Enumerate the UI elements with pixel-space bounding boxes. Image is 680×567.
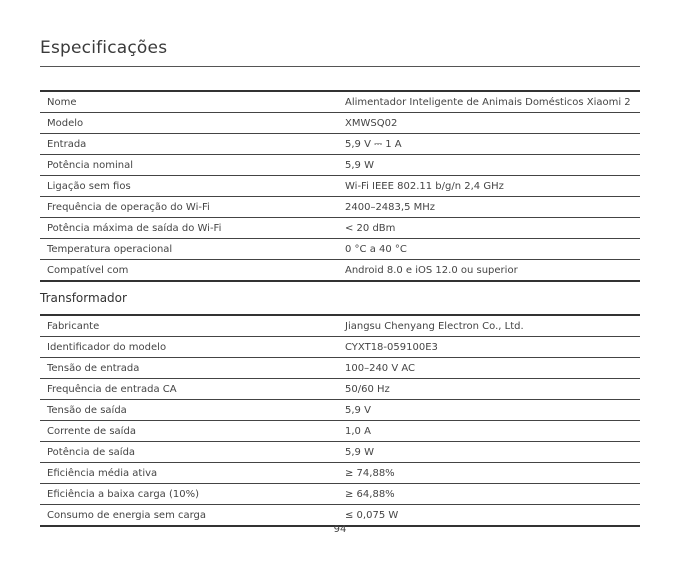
table-row xyxy=(40,463,640,484)
table-row xyxy=(40,134,640,155)
table-row xyxy=(40,505,640,527)
spec-label: Potência máxima de saída do Wi-Fi xyxy=(40,218,338,239)
table-row xyxy=(40,400,640,421)
table-row xyxy=(40,379,640,400)
spec-label: Eficiência a baixa carga (10%) xyxy=(40,484,338,505)
page-title: Especificações xyxy=(40,38,168,58)
spec-label: Frequência de operação do Wi-Fi xyxy=(40,197,338,218)
spec-value: 1,0 A xyxy=(338,421,640,442)
spec-label: Potência de saída xyxy=(40,442,338,463)
spec-value: 100–240 V AC xyxy=(338,358,640,379)
spec-value: ≥ 74,88% xyxy=(338,463,640,484)
table-row xyxy=(40,442,640,463)
spec-label: Identificador do modelo xyxy=(40,337,338,358)
specifications-table xyxy=(40,90,640,282)
spec-label: Potência nominal xyxy=(40,155,338,176)
table-row xyxy=(40,421,640,442)
table-row xyxy=(40,358,640,379)
table-row xyxy=(40,315,640,337)
table-row xyxy=(40,91,640,113)
spec-label: Entrada xyxy=(40,134,338,155)
spec-value: CYXT18-059100E3 xyxy=(338,337,640,358)
table-row xyxy=(40,197,640,218)
spec-label: Tensão de saída xyxy=(40,400,338,421)
spec-value: Alimentador Inteligente de Animais Domésticos Xiaomi 2 xyxy=(338,91,640,113)
spec-value: 5,9 V ⎓ 1 A xyxy=(338,134,640,155)
spec-value: 5,9 W xyxy=(338,155,640,176)
transformer-table xyxy=(40,314,640,527)
table-row xyxy=(40,218,640,239)
spec-value: Android 8.0 e iOS 12.0 ou superior xyxy=(338,260,640,282)
spec-label: Temperatura operacional xyxy=(40,239,338,260)
spec-label: Consumo de energia sem carga xyxy=(40,505,338,527)
spec-label: Compatível com xyxy=(40,260,338,282)
spec-value: 5,9 V xyxy=(338,400,640,421)
table-row xyxy=(40,260,640,282)
spec-value: 2400–2483,5 MHz xyxy=(338,197,640,218)
spec-label: Tensão de entrada xyxy=(40,358,338,379)
spec-value: Jiangsu Chenyang Electron Co., Ltd. xyxy=(338,315,640,337)
table-row xyxy=(40,239,640,260)
table-row xyxy=(40,113,640,134)
spec-label: Corrente de saída xyxy=(40,421,338,442)
table-row xyxy=(40,155,640,176)
page-number: 94 xyxy=(333,524,347,535)
section-title: Transformador xyxy=(40,291,127,305)
spec-value: 50/60 Hz xyxy=(338,379,640,400)
spec-label: Eficiência média ativa xyxy=(40,463,338,484)
spec-label: Frequência de entrada CA xyxy=(40,379,338,400)
spec-value: < 20 dBm xyxy=(338,218,640,239)
spec-label: Modelo xyxy=(40,113,338,134)
spec-label: Ligação sem fios xyxy=(40,176,338,197)
table-row xyxy=(40,484,640,505)
spec-value: XMWSQ02 xyxy=(338,113,640,134)
spec-label: Fabricante xyxy=(40,315,338,337)
spec-value: 0 °C a 40 °C xyxy=(338,239,640,260)
title-divider xyxy=(40,66,640,67)
table-row xyxy=(40,337,640,358)
spec-value: Wi-Fi IEEE 802.11 b/g/n 2,4 GHz xyxy=(338,176,640,197)
spec-value: 5,9 W xyxy=(338,442,640,463)
table-row xyxy=(40,176,640,197)
spec-label: Nome xyxy=(40,91,338,113)
spec-value: ≥ 64,88% xyxy=(338,484,640,505)
spec-value: ≤ 0,075 W xyxy=(338,505,640,527)
